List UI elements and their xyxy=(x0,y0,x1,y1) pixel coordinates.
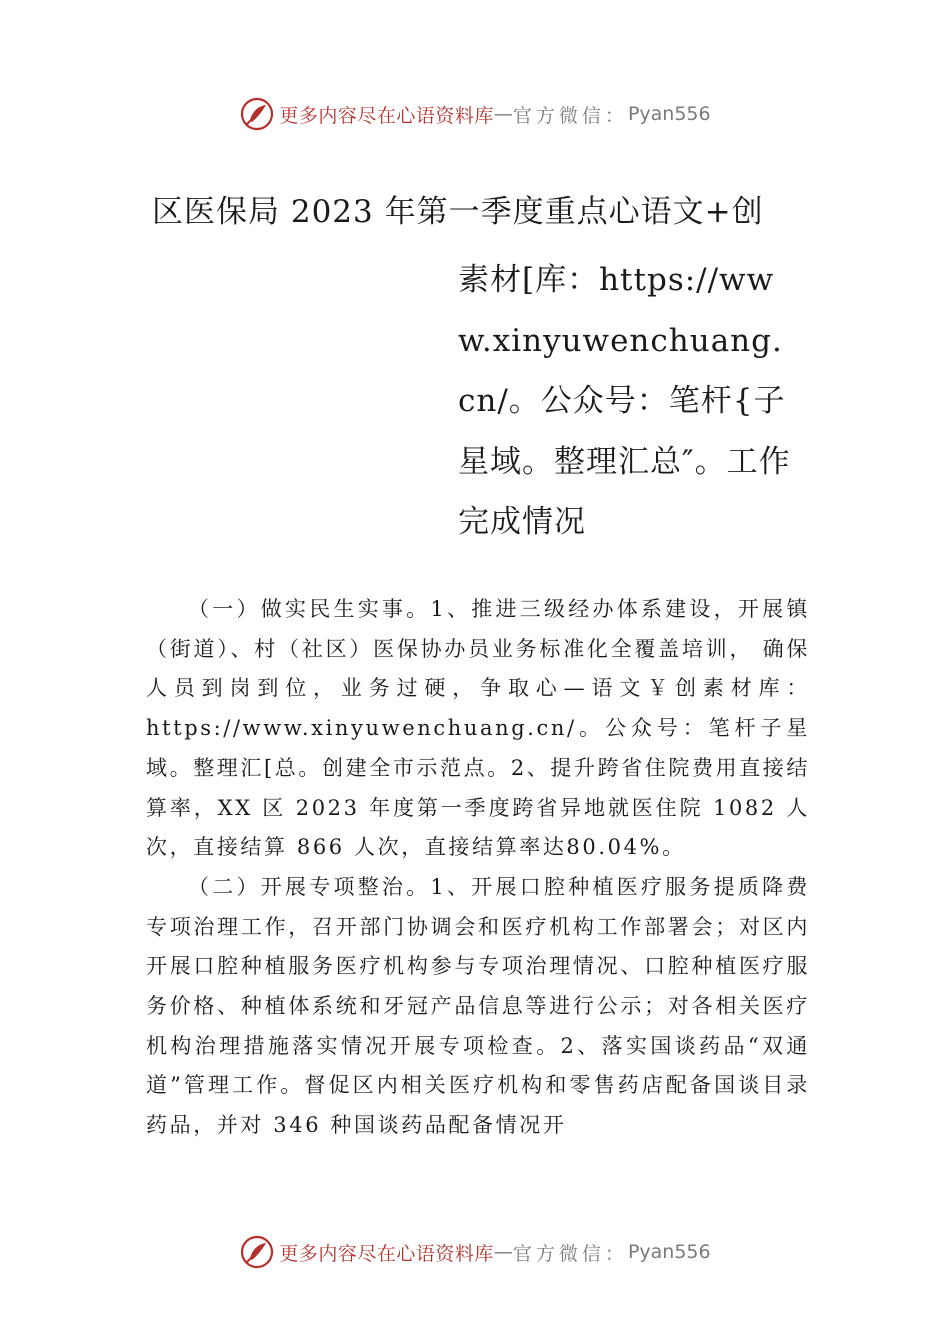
document-body xyxy=(146,590,810,1146)
banner-separator: — xyxy=(493,1241,513,1263)
paragraph-1: （一）做实民生实事。1、推进三级经办体系建设，开展镇（街道）、村（社区）医保协办员业务标准化全覆盖培训， 确保人员到岗到位，业务过硬，争取心—语文￥创素材库：https://www.xinyuwenchuang.cn/。公众号：笔杆子星域。整理汇[总。创建全市示范点。2、提升跨省住院费用直接结算率，XX 区 2023 年度第一季度跨省异地就医住院 1082 人次，直接结算 866 人次，直接结算率达80.04%。 xyxy=(146,597,810,860)
header-banner xyxy=(0,94,950,134)
banner-wechat-id: Pyan556 xyxy=(627,103,711,125)
paragraph-2: （二）开展专项整治。1、开展口腔种植医疗服务提质降费专项治理工作，召开部门协调会和医疗机构工作部署会；对区内开展口腔种植服务医疗机构参与专项治理情况、口腔种植医疗服务价格、种植体系统和牙冠产品信息等进行公示；对各相关医疗机构治理措施落实情况开展专项检查。2、落实国谈药品“双通道”管理工作。督促区内相关医疗机构和零售药店配备国谈目录药品，并对 346 种国谈药品配备情况开 xyxy=(146,874,810,1138)
banner-text: 更多内容尽在心语资料库 xyxy=(279,1242,494,1265)
logo-icon xyxy=(239,96,275,132)
banner-wechat-id: Pyan556 xyxy=(627,1241,711,1263)
banner-separator: — xyxy=(493,103,513,125)
banner-wechat-label: 官方微信： xyxy=(512,1242,628,1265)
logo-icon xyxy=(239,1234,275,1270)
footer-banner xyxy=(0,1232,950,1272)
banner-text: 更多内容尽在心语资料库 xyxy=(279,104,494,127)
document-title-continuation: 素材[库：https://www.xinyuwenchuang.cn/。公众号：笔杆{子星域。整理汇总″。工作完成情况 xyxy=(458,262,791,540)
banner-wechat-label: 官方微信： xyxy=(512,104,628,127)
document-title-line1: 区医保局 2023 年第一季度重点心语文+创 xyxy=(152,194,764,230)
